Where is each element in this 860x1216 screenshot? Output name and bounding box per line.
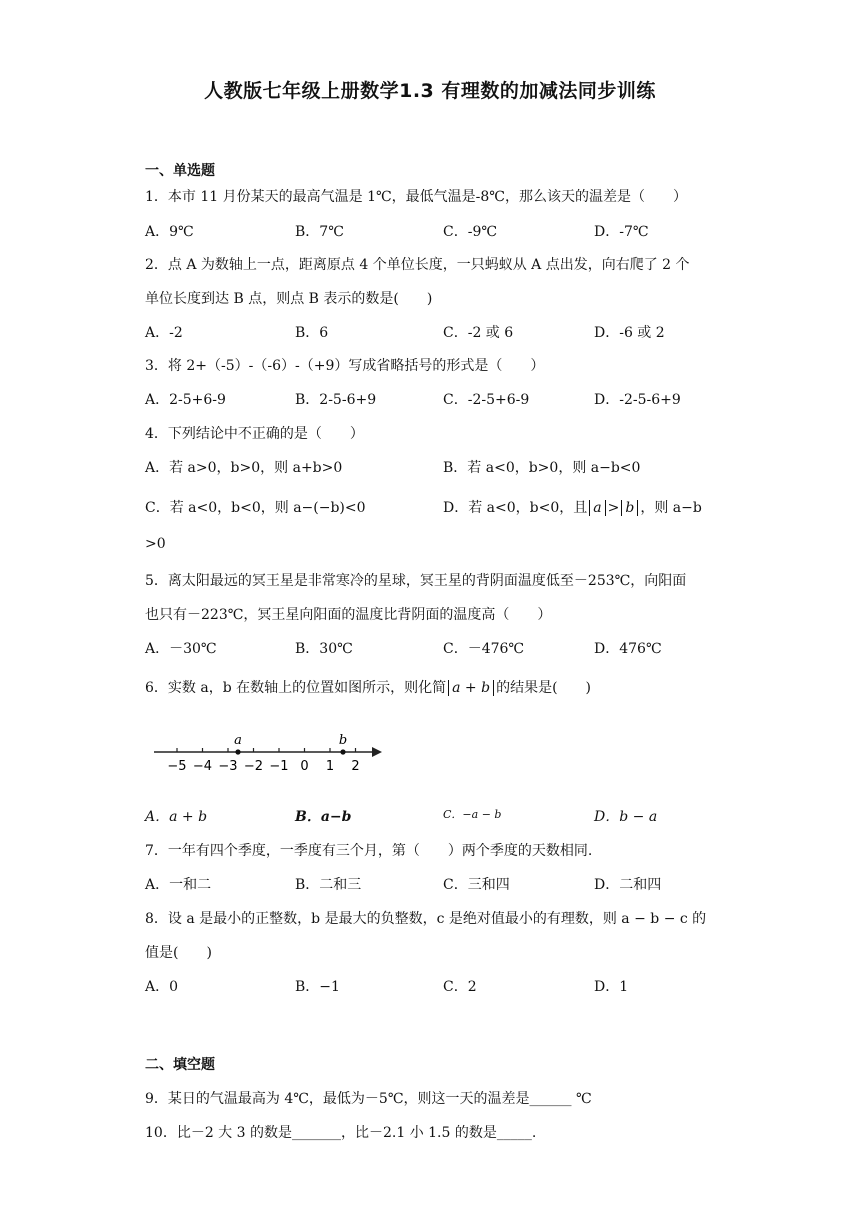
point-a-label: a [234, 733, 242, 748]
number-line-tick-label: −1 [269, 759, 289, 774]
number-line-figure [150, 728, 390, 776]
point-a-dot [235, 749, 240, 754]
q5-option-d: D．476℃ [594, 641, 662, 657]
q4-option-a: A．若 a>0，b>0，则 a+b>0 [145, 460, 343, 476]
number-line-tick-label: −4 [192, 759, 213, 774]
q3-option-a: A．2-5+6-9 [145, 392, 226, 408]
q6-option-a: A．a + b [145, 809, 208, 825]
page-title: 人教版七年级上册数学1.3 有理数的加减法同步训练 [204, 80, 656, 102]
abs-a: a [589, 500, 605, 516]
number-line-tick-label: −2 [243, 759, 264, 774]
point-b-label: b [338, 733, 348, 748]
q8-option-a: A．0 [145, 979, 179, 995]
q5-option-b: B．30℃ [295, 641, 353, 657]
q3-option-b: B．2-5-6+9 [295, 392, 377, 408]
q8-option-d: D．1 [594, 979, 629, 995]
question-5-stem-line2: 也只有－223℃，冥王星向阳面的温度比背阴面的温度高（ ） [145, 607, 552, 623]
number-line-tick-label: 0 [300, 759, 309, 774]
q8-option-b: B．−1 [295, 979, 340, 995]
question-7-stem: 7．一年有四个季度，一季度有三个月，第（ ）两个季度的天数相同. [145, 843, 593, 859]
question-10-stem: 10．比－2 大 3 的数是_______，比－2.1 小 1.5 的数是_____. [145, 1125, 537, 1141]
q5-option-c: C．－476℃ [443, 641, 525, 657]
q8-option-c: C．2 [443, 979, 477, 995]
q1-option-c: C．-9℃ [443, 224, 498, 240]
section-single-choice: 一、单选题 [145, 163, 215, 179]
q7-option-c: C．三和四 [443, 877, 510, 893]
q6-option-c: C．−a − b [443, 808, 502, 821]
q7-option-a: A．一和二 [145, 877, 212, 893]
q6-stem-suffix: 的结果是( ) [496, 680, 592, 696]
q6-option-b: B．a−b [295, 809, 352, 825]
question-4-stem: 4．下列结论中不正确的是（ ） [145, 426, 364, 442]
question-3-stem: 3．将 2+（-5）-（-6）-（+9）写成省略括号的形式是（ ） [145, 358, 545, 374]
q2-option-b: B．6 [295, 325, 329, 341]
q4-option-d: D．若 a<0，b<0，且 a > b ，则 a−b [443, 500, 702, 516]
q4-option-d-prefix: D．若 a<0，b<0，且 [443, 500, 588, 516]
q7-option-d: D．二和四 [594, 877, 662, 893]
question-6-stem [145, 677, 591, 697]
q1-option-a: A．9℃ [145, 224, 194, 240]
number-line-tick-label: −5 [167, 759, 187, 774]
q2-option-c: C．-2 或 6 [443, 325, 514, 341]
question-8-stem-line2: 值是( ) [145, 945, 212, 961]
q3-option-c: C．-2-5+6-9 [443, 392, 530, 408]
q6-stem-prefix: 6．实数 a，b 在数轴上的位置如图所示，则化简 [145, 680, 447, 696]
question-2-stem-line1: 2．点 A 为数轴上一点，距离原点 4 个单位长度，一只蚂蚁从 A 点出发，向右爬了 2 个 [145, 257, 690, 273]
q6-abs-expression: a + b [448, 680, 494, 696]
abs-b: b [621, 500, 638, 516]
q4-option-d-suffix: ，则 a−b [640, 500, 702, 516]
question-8-stem-line1: 8．设 a 是最小的正整数，b 是最大的负整数，c 是绝对值最小的有理数，则 a − b − c 的 [145, 911, 707, 927]
question-5-stem-line1: 5．离太阳最远的冥王星是非常寒冷的星球，冥王星的背阴面温度低至－253℃，向阳面 [145, 573, 687, 589]
q4-option-b: B．若 a<0，b>0，则 a−b<0 [443, 460, 641, 476]
point-b-dot [340, 749, 345, 754]
number-line-tick-label: 2 [351, 759, 360, 774]
q1-option-b: B．7℃ [295, 224, 344, 240]
q6-option-d: D．b − a [594, 809, 658, 825]
q2-option-d: D．-6 或 2 [594, 325, 665, 341]
number-line-tick-label: 1 [325, 759, 335, 774]
number-line-arrow [372, 747, 382, 757]
section-fill-in: 二、填空题 [145, 1057, 215, 1073]
number-line-tick-label: −3 [218, 759, 238, 774]
question-1-stem: 1．本市 11 月份某天的最高气温是 1℃，最低气温是-8℃，那么该天的温差是（ ） [145, 189, 687, 205]
q3-option-d: D．-2-5-6+9 [594, 392, 681, 408]
q5-option-a: A．－30℃ [145, 641, 217, 657]
q2-option-a: A．-2 [145, 325, 183, 341]
q1-option-d: D．-7℃ [594, 224, 649, 240]
q4-option-d-continued: >0 [145, 536, 166, 552]
question-9-stem: 9．某日的气温最高为 4℃，最低为－5℃，则这一天的温差是______ ℃ [145, 1091, 592, 1107]
q7-option-b: B．二和三 [295, 877, 362, 893]
question-2-stem-line2: 单位长度到达 B 点，则点 B 表示的数是( ) [145, 291, 433, 307]
q4-option-c: C．若 a<0，b<0，则 a−(−b)<0 [145, 500, 366, 516]
